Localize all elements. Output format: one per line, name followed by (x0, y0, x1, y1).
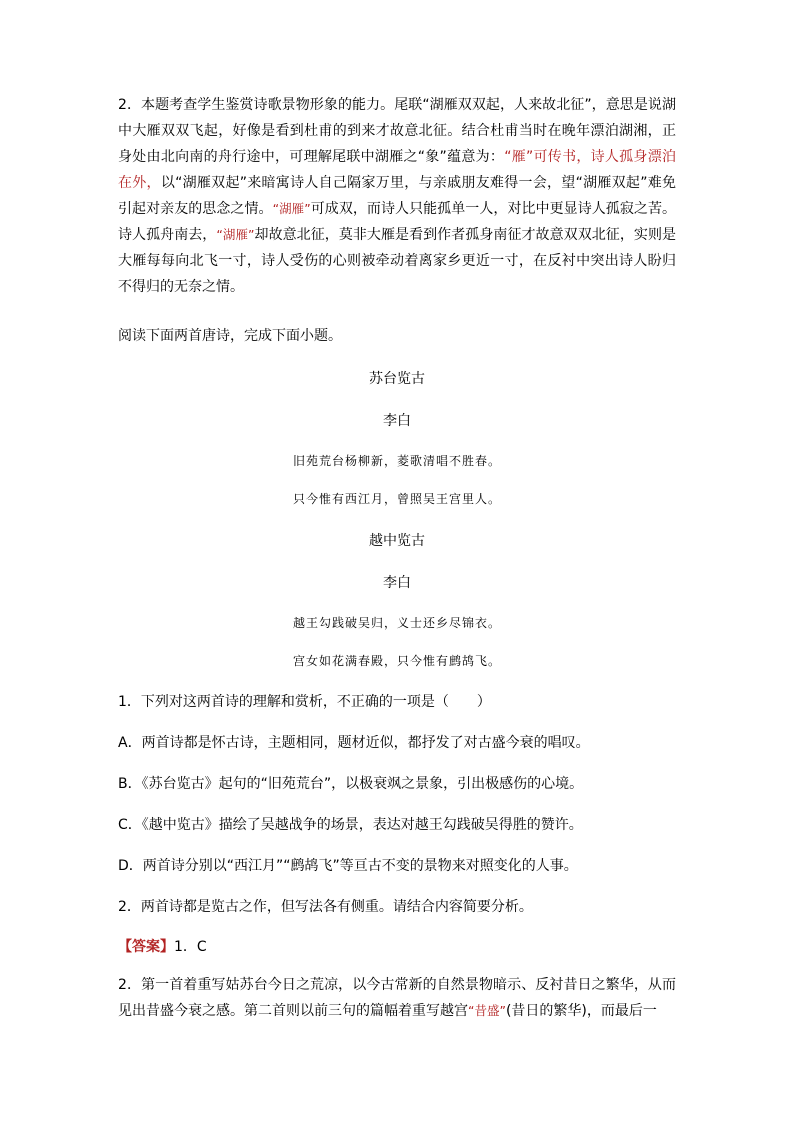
poem1-line: 只今惟有西江月，曾照吴王宫里人。 (292, 492, 501, 506)
answer-text: 2．第一首着重写姑苏台今日之荒凉，以今古常新的自然景物暗示、反衬昔日之繁华，从而见出昔盛今衰之感。第二首则以前三句的篇幅着重写越宫 (118, 977, 676, 1019)
answer-q2-paragraph (118, 972, 676, 1024)
explanation-highlight: “雁”可传书，诗人孤身漂泊在外， (118, 149, 676, 191)
answer-line (118, 937, 207, 957)
explanation-paragraph (118, 92, 676, 300)
explanation-text: 以“湖雁双起”来暗寓诗人自己隔家万里，与亲戚朋友难得一会，望“湖雁双起”难免引起对亲友的思念之情。 (118, 175, 676, 217)
explanation-highlight: “湖雁” (272, 201, 311, 216)
answer-tag: 【答案】 (118, 939, 174, 955)
option-b: B．《苏台览古》起句的“旧苑荒台”，以极衰飒之景象，引出极感伤的心境。 (118, 776, 584, 792)
question-2: 2．两首诗都是览古之作，但写法各有侧重。请结合内容简要分析。 (118, 899, 533, 915)
answer-highlight: “昔盛” (468, 1003, 506, 1018)
option-a: A．两首诗都是怀古诗，主题相同，题材近似，都抒发了对古盛今衰的唱叹。 (118, 735, 590, 751)
answer-q1: 1．C (174, 939, 207, 955)
answer-text: (昔日的繁华)，而最后一 (505, 1003, 657, 1019)
explanation-highlight: “湖雁” (216, 227, 255, 242)
reading-instruction: 阅读下面两首唐诗，完成下面小题。 (118, 328, 342, 344)
question-1: 1．下列对这两首诗的理解和赏析，不正确的一项是（ ） (118, 694, 491, 710)
explanation-text: 却故意北征，莫非大雁是看到作者孤身南征才故意双双北征，实则是大雁每每向北飞一寸，诗人受伤的心则被牵动着离家乡更近一寸，在反衬中突出诗人盼归不得归的无奈之情。 (118, 227, 677, 295)
poem2-line: 越王勾践破吴归，义士还乡尽锦衣。 (292, 616, 501, 630)
explanation-text: 2．本题考查学生鉴赏诗歌景物形象的能力。尾联“湖雁双双起，人来故北征”，意思是说湖中大雁双双飞起，好像是看到杜甫的到来才故意北征。结合杜甫当时在晚年漂泊湖湘，正身处由北向南的舟行途中，可理解尾联中湖雁之“象”蕴意为： (118, 97, 676, 165)
option-d: D．两首诗分别以“西江月”“鹧鸪飞”等亘古不变的景物来对照变化的人事。 (118, 858, 578, 874)
poem2-author: 李白 (383, 575, 411, 591)
poem1-title: 苏台览古 (369, 371, 425, 387)
poem1-author: 李白 (383, 413, 411, 429)
poem2-title: 越中览古 (369, 533, 425, 549)
poem2-line: 宫女如花满春殿，只今惟有鹧鸪飞。 (292, 654, 501, 668)
poem1-line: 旧苑荒台杨柳新，菱歌清唱不胜春。 (292, 454, 501, 468)
explanation-text: 可成双，而诗人只能孤单一人，对比中更显诗人孤寂之苦。诗人孤舟南去， (118, 201, 677, 243)
option-c: C．《越中览古》描绘了吴越战争的场景，表达对越王勾践破吴得胜的赞许。 (118, 817, 583, 833)
